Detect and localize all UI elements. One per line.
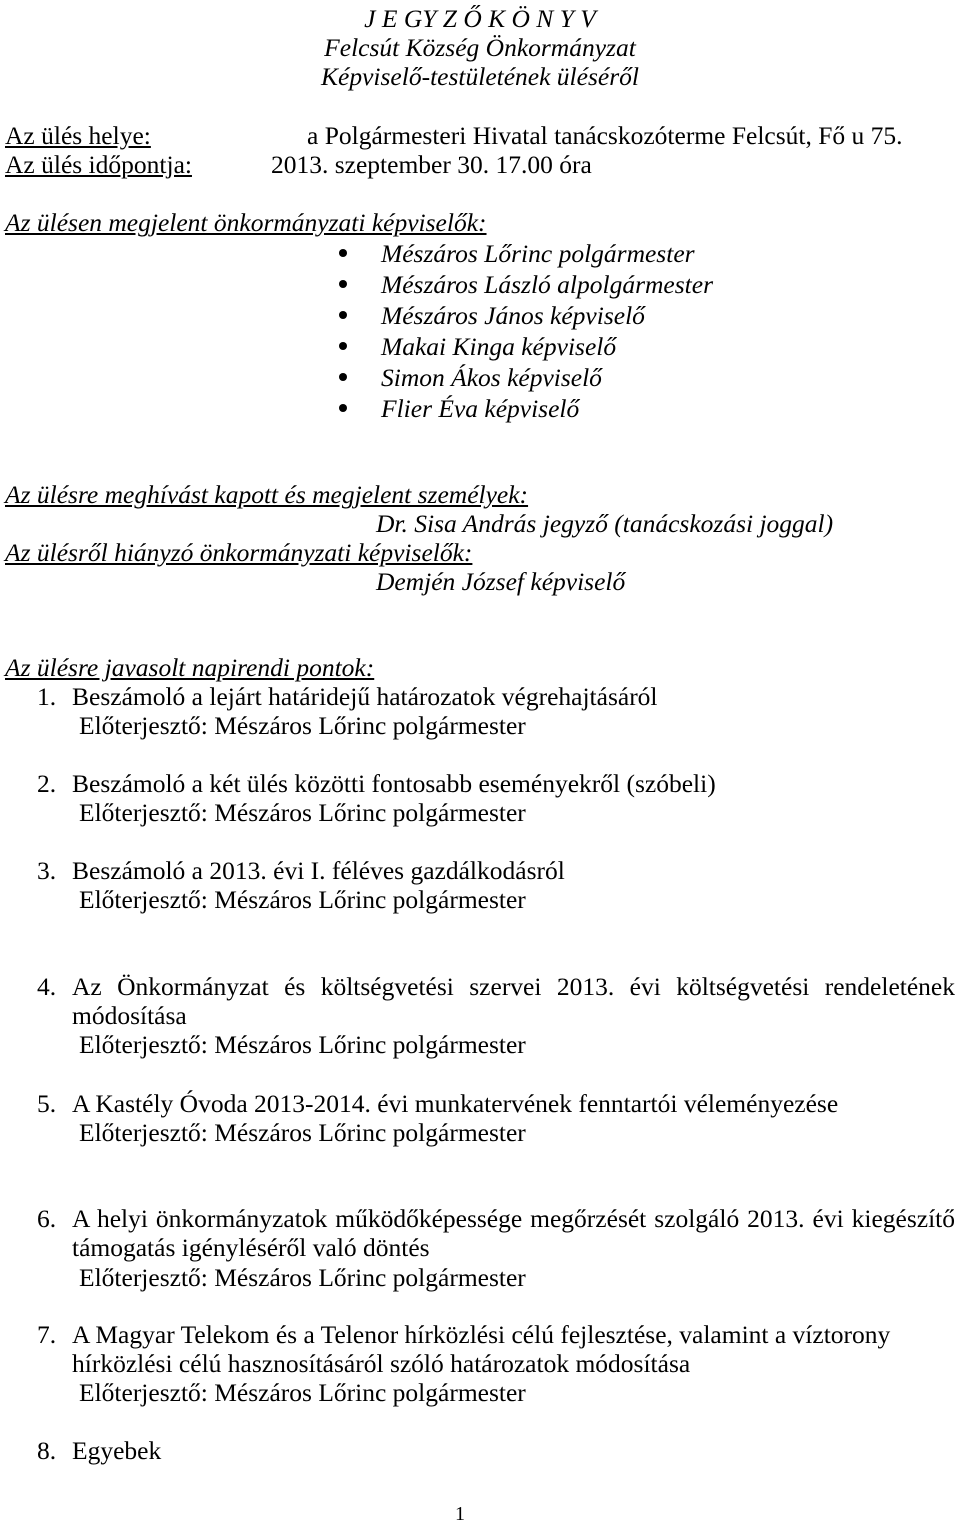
agenda-item-number: 4. — [37, 972, 57, 1001]
bullet-icon — [339, 342, 347, 350]
attendee-list-item: Mészáros László alpolgármester — [381, 270, 713, 299]
invited-heading: Az ülésre meghívást kapott és megjelent személyek: — [5, 480, 529, 509]
agenda-item-text: Beszámoló a lejárt határidejű határozatok végrehajtásáról — [72, 682, 658, 711]
agenda-item-text: Beszámoló a 2013. évi I. féléves gazdálkodásról — [72, 856, 565, 885]
absent-heading: Az ülésről hiányzó önkormányzati képviselők: — [5, 538, 473, 567]
attendees-heading: Az ülésen megjelent önkormányzati képviselők: — [5, 208, 487, 237]
agenda-item-presenter: Előterjesztő: Mészáros Lőrinc polgármester — [79, 1378, 526, 1407]
agenda-item-text: A helyi önkormányzatok működőképessége megőrzését szolgáló 2013. évi kiegészítő támogatás igényléséről való döntés — [72, 1204, 955, 1262]
agenda-item-presenter: Előterjesztő: Mészáros Lőrinc polgármester — [79, 885, 526, 914]
bullet-icon — [339, 373, 347, 381]
agenda-item-number: 3. — [37, 856, 57, 885]
attendee-list-item: Makai Kinga képviselő — [381, 332, 617, 361]
meeting-time-label: Az ülés időpontja: — [5, 150, 192, 179]
agenda-item-presenter: Előterjesztő: Mészáros Lőrinc polgármester — [79, 1118, 526, 1147]
document-subtitle: Felcsút Község Önkormányzat — [324, 33, 636, 62]
agenda-heading: Az ülésre javasolt napirendi pontok: — [5, 653, 375, 682]
agenda-item-presenter: Előterjesztő: Mészáros Lőrinc polgármester — [79, 1263, 526, 1292]
attendee-list-item: Simon Ákos képviselő — [381, 363, 602, 392]
agenda-item-number: 1. — [37, 682, 57, 711]
agenda-item-presenter: Előterjesztő: Mészáros Lőrinc polgármester — [79, 1030, 526, 1059]
agenda-item-text: Az Önkormányzat és költségvetési szervei 2013. évi költségvetési rendeletének módosítása — [72, 972, 955, 1030]
agenda-item-number: 7. — [37, 1320, 57, 1349]
absent-person: Demjén József képviselő — [376, 567, 626, 596]
attendee-list-item: Mészáros János képviselő — [381, 301, 645, 330]
agenda-item-presenter: Előterjesztő: Mészáros Lőrinc polgármester — [79, 798, 526, 827]
agenda-item-presenter: Előterjesztő: Mészáros Lőrinc polgármester — [79, 711, 526, 740]
attendee-list-item: Mészáros Lőrinc polgármester — [381, 239, 695, 268]
invited-person: Dr. Sisa András jegyző (tanácskozási joggal) — [376, 509, 834, 538]
page-number: 1 — [455, 1503, 465, 1525]
bullet-icon — [339, 280, 347, 288]
agenda-item-text: A Magyar Telekom és a Telenor hírközlési célú fejlesztése, valamint a víztorony hírközlési célú hasznosításáról szóló határozatok módosítása — [72, 1320, 891, 1378]
meeting-place-label: Az ülés helye: — [5, 121, 151, 150]
bullet-icon — [339, 249, 347, 257]
meeting-time-value: 2013. szeptember 30. 17.00 óra — [271, 150, 592, 179]
agenda-item-number: 2. — [37, 769, 57, 798]
meeting-place-value: a Polgármesteri Hivatal tanácskozóterme Felcsút, Fő u 75. — [307, 121, 903, 150]
bullet-icon — [339, 404, 347, 412]
attendee-list-item: Flier Éva képviselő — [381, 394, 580, 423]
document-title: J E GY Z Ő K Ö N Y V — [364, 4, 596, 33]
agenda-item-text: Beszámoló a két ülés közötti fontosabb eseményekről (szóbeli) — [72, 769, 716, 798]
agenda-item-text: A Kastély Óvoda 2013-2014. évi munkatervének fenntartói véleményezése — [72, 1089, 839, 1118]
document-subtitle: Képviselő-testületének üléséről — [321, 62, 639, 91]
agenda-item-number: 8. — [37, 1436, 57, 1465]
agenda-item-number: 5. — [37, 1089, 57, 1118]
bullet-icon — [339, 311, 347, 319]
agenda-item-text: Egyebek — [72, 1436, 162, 1465]
agenda-item-number: 6. — [37, 1204, 57, 1233]
